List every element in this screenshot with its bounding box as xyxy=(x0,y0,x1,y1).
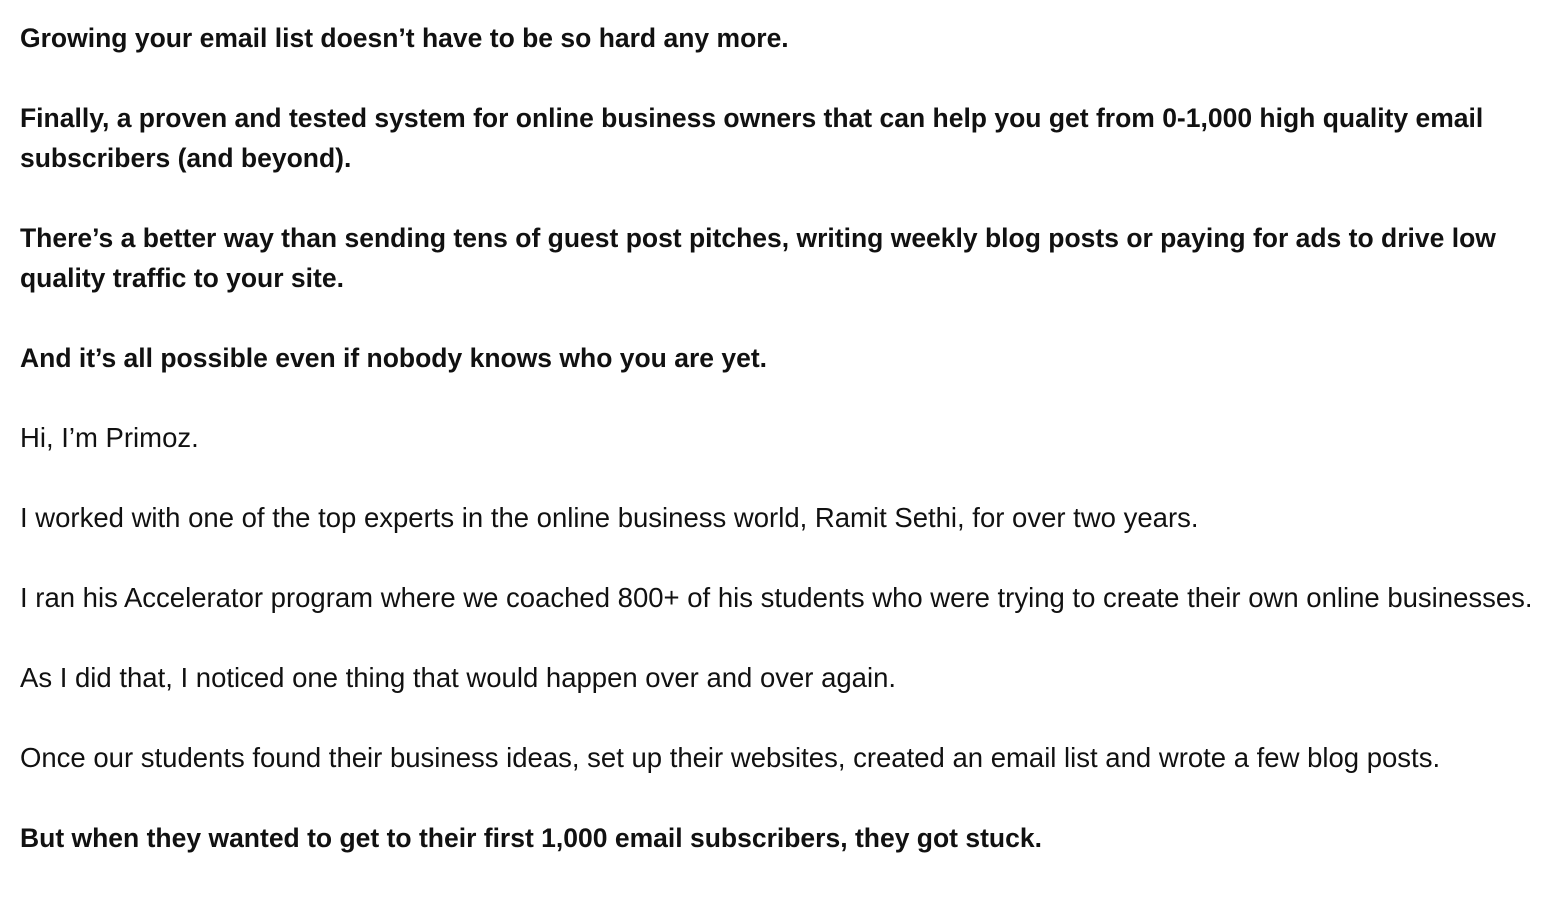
students-paragraph: Once our students found their business ideas, set up their websites, created an email list and wrote a few blog posts. xyxy=(20,742,1441,773)
possible-paragraph: And it’s all possible even if nobody knows who you are yet. xyxy=(20,343,768,373)
observation-paragraph: As I did that, I noticed one thing that would happen over and over again. xyxy=(20,662,897,693)
accelerator-paragraph: I ran his Accelerator program where we coached 800+ of his students who were trying to create their own online businesses. xyxy=(20,582,1533,613)
value-proposition-paragraph: Finally, a proven and tested system for online business owners that can help you get from 0-1,000 high quality email subscribers (and beyond). xyxy=(20,103,1484,173)
headline-paragraph: Growing your email list doesn’t have to be so hard any more. xyxy=(20,23,789,53)
experience-paragraph: I worked with one of the top experts in the online business world, Ramit Sethi, for over two years. xyxy=(20,502,1199,533)
better-way-paragraph: There’s a better way than sending tens of guest post pitches, writing weekly blog posts or paying for ads to drive low quality traffic to your site. xyxy=(20,223,1496,293)
greeting-paragraph: Hi, I’m Primoz. xyxy=(20,422,199,453)
stuck-paragraph: But when they wanted to get to their first 1,000 email subscribers, they got stuck. xyxy=(20,823,1042,853)
article-body xyxy=(20,18,1535,898)
